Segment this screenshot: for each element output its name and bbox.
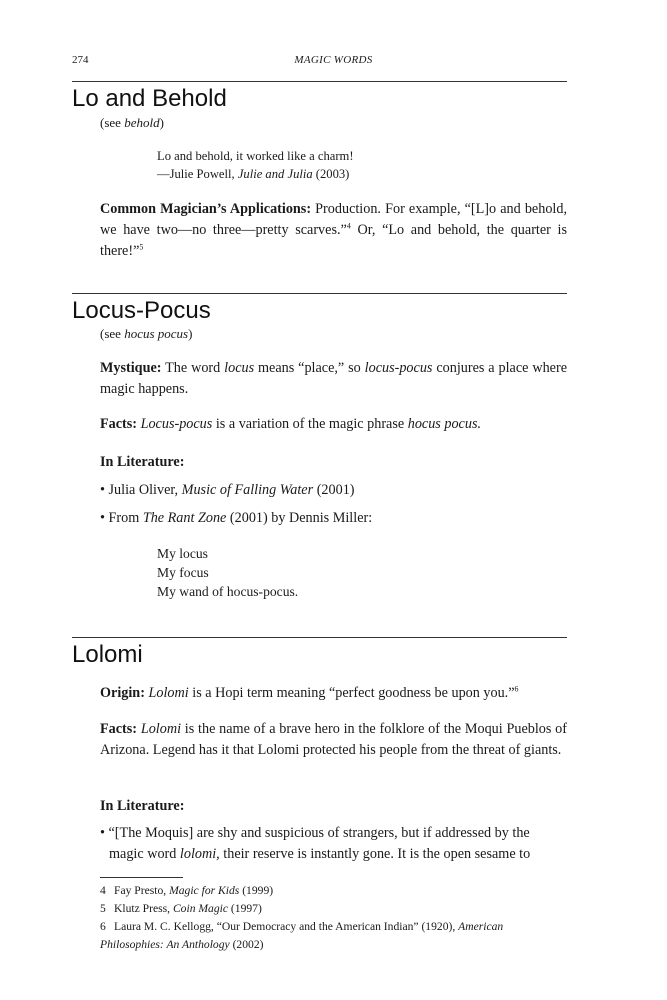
section-divider	[72, 81, 567, 82]
facts-label: Facts:	[100, 721, 138, 737]
entry-heading-locus-pocus: Locus-Pocus	[72, 297, 211, 324]
literature-list-item: • Julia Oliver, Music of Falling Water (2001)	[100, 482, 355, 498]
footnote: 4 Fay Presto, Magic for Kids (1999)	[100, 884, 274, 897]
verse-line: My locus	[157, 546, 208, 561]
in-literature-label: In Literature:	[100, 454, 185, 470]
in-literature-label: In Literature:	[100, 798, 185, 814]
origin-paragraph: Origin: Lolomi is a Hopi term meaning “perfect goodness be upon you.”$^6$	[100, 684, 519, 701]
entry-heading-lo-and-behold: Lo and Behold	[72, 85, 227, 112]
applications-label: Common Magician’s Applications:	[100, 201, 312, 217]
footnote: 6 Laura M. C. Kellogg, “Our Democracy and the American Indian” (1920), American Philosophies: An Anthology (2002)	[100, 920, 504, 951]
applications-paragraph: Common Magician’s Applications: Production. For example, “[L]o and behold, we have two—no three—pretty scarves.”$^4$ Or, “Lo and behold, the quarter is there!”$^5$	[100, 201, 568, 259]
see-also-note: (see hocus pocus)	[100, 326, 193, 341]
literature-quote-line: magic word lolomi, their reserve is instantly gone. It is the open sesame to	[109, 846, 531, 862]
origin-label: Origin:	[100, 685, 145, 701]
mystique-paragraph: Mystique: The word locus means “place,” so locus-pocus conjures a place where magic happens.	[100, 360, 567, 397]
page-number: 274	[72, 54, 89, 66]
facts-label: Facts:	[100, 416, 138, 432]
section-divider	[72, 293, 567, 294]
see-also-term: behold	[124, 115, 160, 130]
verse-line: My focus	[157, 565, 209, 580]
footnote-ref: 6	[514, 684, 519, 694]
literature-list-item: • From The Rant Zone (2001) by Dennis Miller:	[100, 510, 373, 526]
see-also-term: hocus pocus	[124, 326, 189, 341]
verse-line: My wand of hocus-pocus.	[157, 584, 299, 599]
epigraph-attribution: —Julie Powell, Julie and Julia (2003)	[157, 167, 350, 181]
facts-paragraph: Facts: Locus-pocus is a variation of the magic phrase hocus pocus.	[100, 416, 482, 432]
entry-heading-lolomi: Lolomi	[72, 641, 143, 668]
see-also-note: (see behold)	[100, 115, 164, 130]
facts-paragraph: Facts: Lolomi is the name of a brave hero in the folklore of the Moqui Pueblos of Arizona. Legend has it that Lolomi protected his people from the threat of giants.	[100, 721, 568, 758]
footnote-divider	[100, 877, 183, 878]
running-title: MAGIC WORDS	[294, 54, 373, 66]
mystique-label: Mystique:	[100, 360, 162, 376]
footnote-ref: 5	[139, 242, 144, 252]
section-divider	[72, 637, 567, 638]
footnote-ref: 4	[346, 221, 351, 231]
epigraph-quote: Lo and behold, it worked like a charm!	[157, 149, 354, 163]
footnote: 5 Klutz Press, Coin Magic (1997)	[100, 902, 262, 915]
literature-quote-line: • “[The Moquis] are shy and suspicious of strangers, but if addressed by the	[100, 825, 530, 841]
